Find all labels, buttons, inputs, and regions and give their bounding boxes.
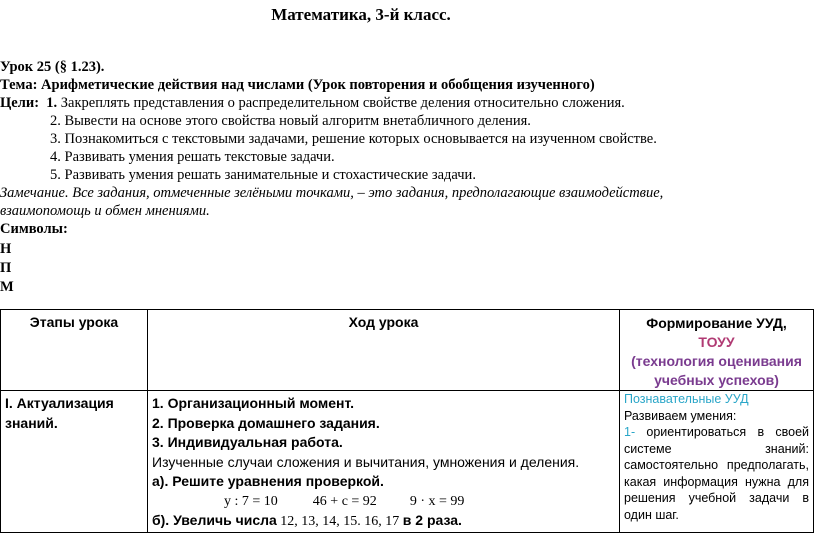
remark-line-1: Замечание. Все задания, отмеченные зелёными точками, – это задания, предполагающие взаимодействие, <box>0 185 664 201</box>
goal-1-number: 1. <box>46 95 58 111</box>
page-title: Математика, 3-й класс. <box>271 5 451 24</box>
equation-1: у : 7 = 10 <box>224 493 278 509</box>
goals-label: Цели: <box>0 95 40 111</box>
remark-line-2: взаимопомощь и обмен мнениями. <box>0 203 210 219</box>
header-uud-title: Формирование УУД, <box>646 315 787 331</box>
course-line-6: б). Увеличь числа 12, 13, 14, 15. 16, 17 в 2 раза. <box>152 512 462 529</box>
course-line-4: Изученные случаи сложения и вычитания, умножения и деления. <box>152 453 580 470</box>
equations-line <box>152 492 615 512</box>
symbols-label: Символы: <box>0 221 68 237</box>
lesson-number: Урок 25 (§ 1.23). <box>0 59 105 75</box>
table-row <box>1 391 814 533</box>
equation-2: 46 + с = 92 <box>312 493 377 509</box>
goal-2: 2. Вывести на основе этого свойства новый алгоритм внетабличного деления. <box>50 113 531 129</box>
uud-cell <box>620 391 814 533</box>
symbol-p: П <box>0 260 12 276</box>
symbol-n: Н <box>0 241 12 257</box>
equation-3: 9 · х = 99 <box>409 493 465 509</box>
table-header-row <box>1 310 814 391</box>
goal-1-text: Закреплять представления о распределительном свойстве деления относительно сложения. <box>57 95 625 111</box>
stage-cell: I. Актуализация знаний. <box>1 391 148 533</box>
course-cell <box>148 391 620 533</box>
uud-subheading: Развиваем умения: <box>624 408 737 423</box>
header-technology: (технология оценивания учебных успехов) <box>631 353 802 388</box>
goal-4: 4. Развивать умения решать текстовые задачи. <box>50 149 335 165</box>
symbol-m: М <box>0 279 14 295</box>
lesson-topic: Тема: Арифметические действия над числами (Урок повторения и обобщения изученного) <box>0 77 595 93</box>
lesson-plan-table <box>0 309 814 533</box>
course-line-1: 1. Организационный момент. <box>152 395 355 411</box>
uud-heading: Познавательные УУД <box>624 392 749 406</box>
uud-item-1: 1- ориентироваться в своей системе знаний: самостоятельно предполагать, какая информация нужна для решения учебной задачи в один шаг. <box>624 425 809 522</box>
goal-1-line <box>0 94 625 112</box>
header-course: Ход урока <box>148 310 620 391</box>
course-line-2: 2. Проверка домашнего задания. <box>152 414 380 431</box>
header-uud <box>620 310 814 391</box>
course-line-3: 3. Индивидуальная работа. <box>152 434 343 450</box>
course-line-5: а). Решите уравнения проверкой. <box>152 473 384 489</box>
header-stages: Этапы урока <box>1 310 148 391</box>
goal-3: 3. Познакомиться с текстовыми задачами, решение которых основывается на изученном свойстве. <box>50 131 657 147</box>
header-touu: ТОУУ <box>698 334 735 350</box>
goal-5: 5. Развивать умения решать занимательные и стохастические задачи. <box>50 167 476 183</box>
